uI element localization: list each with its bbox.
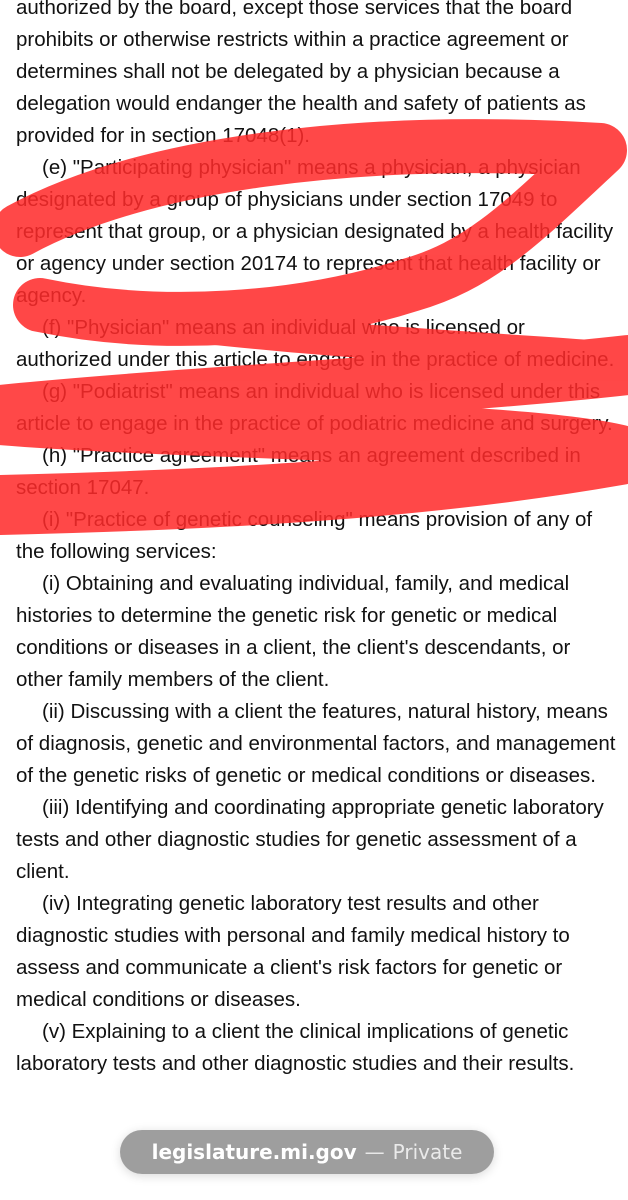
paragraph-i: (i) "Practice of genetic counseling" means provision of any of the following services: bbox=[16, 508, 593, 563]
paragraph-g: (g) "Podiatrist" means an individual who is licensed under this article to engage in the practice of podiatric medicine and surgery. bbox=[16, 380, 613, 435]
paragraph-e: (e) "Participating physician" means a physician, a physician designated by a group of physicians under section 17049 to represent that group, or a physician designated by a health facility or agency under section 20174 to represent that health facility or agency. bbox=[16, 156, 614, 307]
private-mode-label: Private bbox=[392, 1140, 463, 1164]
address-host: legislature.mi.gov bbox=[151, 1140, 357, 1164]
paragraph-i-ii: (ii) Discussing with a client the features, natural history, means of diagnosis, genetic and environmental factors, and management of the genetic risks of genetic or medical conditions or diseases. bbox=[16, 700, 616, 787]
paragraph-continuation: authorized by the board, except those services that the board prohibits or otherwise restricts within a practice agreement or determines shall not be delegated by a physician because a delegation would endanger the health and safety of patients as provided for in section 17048(1). bbox=[16, 0, 586, 147]
paragraph-i-v: (v) Explaining to a client the clinical implications of genetic laboratory tests and other diagnostic studies and their results. bbox=[16, 1020, 575, 1075]
paragraph-i-iv: (iv) Integrating genetic laboratory test results and other diagnostic studies with personal and family medical history to assess and communicate a client's risk factors for genetic or medical conditions or diseases. bbox=[16, 892, 570, 1011]
address-bar[interactable] bbox=[120, 1130, 494, 1174]
paragraph-i-iii: (iii) Identifying and coordinating appropriate genetic laboratory tests and other diagnostic studies for genetic assessment of a client. bbox=[16, 796, 604, 883]
paragraph-h: (h) "Practice agreement" means an agreement described in section 17047. bbox=[16, 444, 581, 499]
paragraph-i-i: (i) Obtaining and evaluating individual, family, and medical histories to determine the genetic risk for genetic or medical conditions or diseases in a client, the client's descendants, or other family members of the client. bbox=[16, 572, 571, 691]
paragraph-f: (f) "Physician" means an individual who is licensed or authorized under this article to engage in the practice of medicine. bbox=[16, 316, 615, 371]
document-text bbox=[16, 0, 616, 1080]
address-separator: — bbox=[364, 1140, 385, 1164]
